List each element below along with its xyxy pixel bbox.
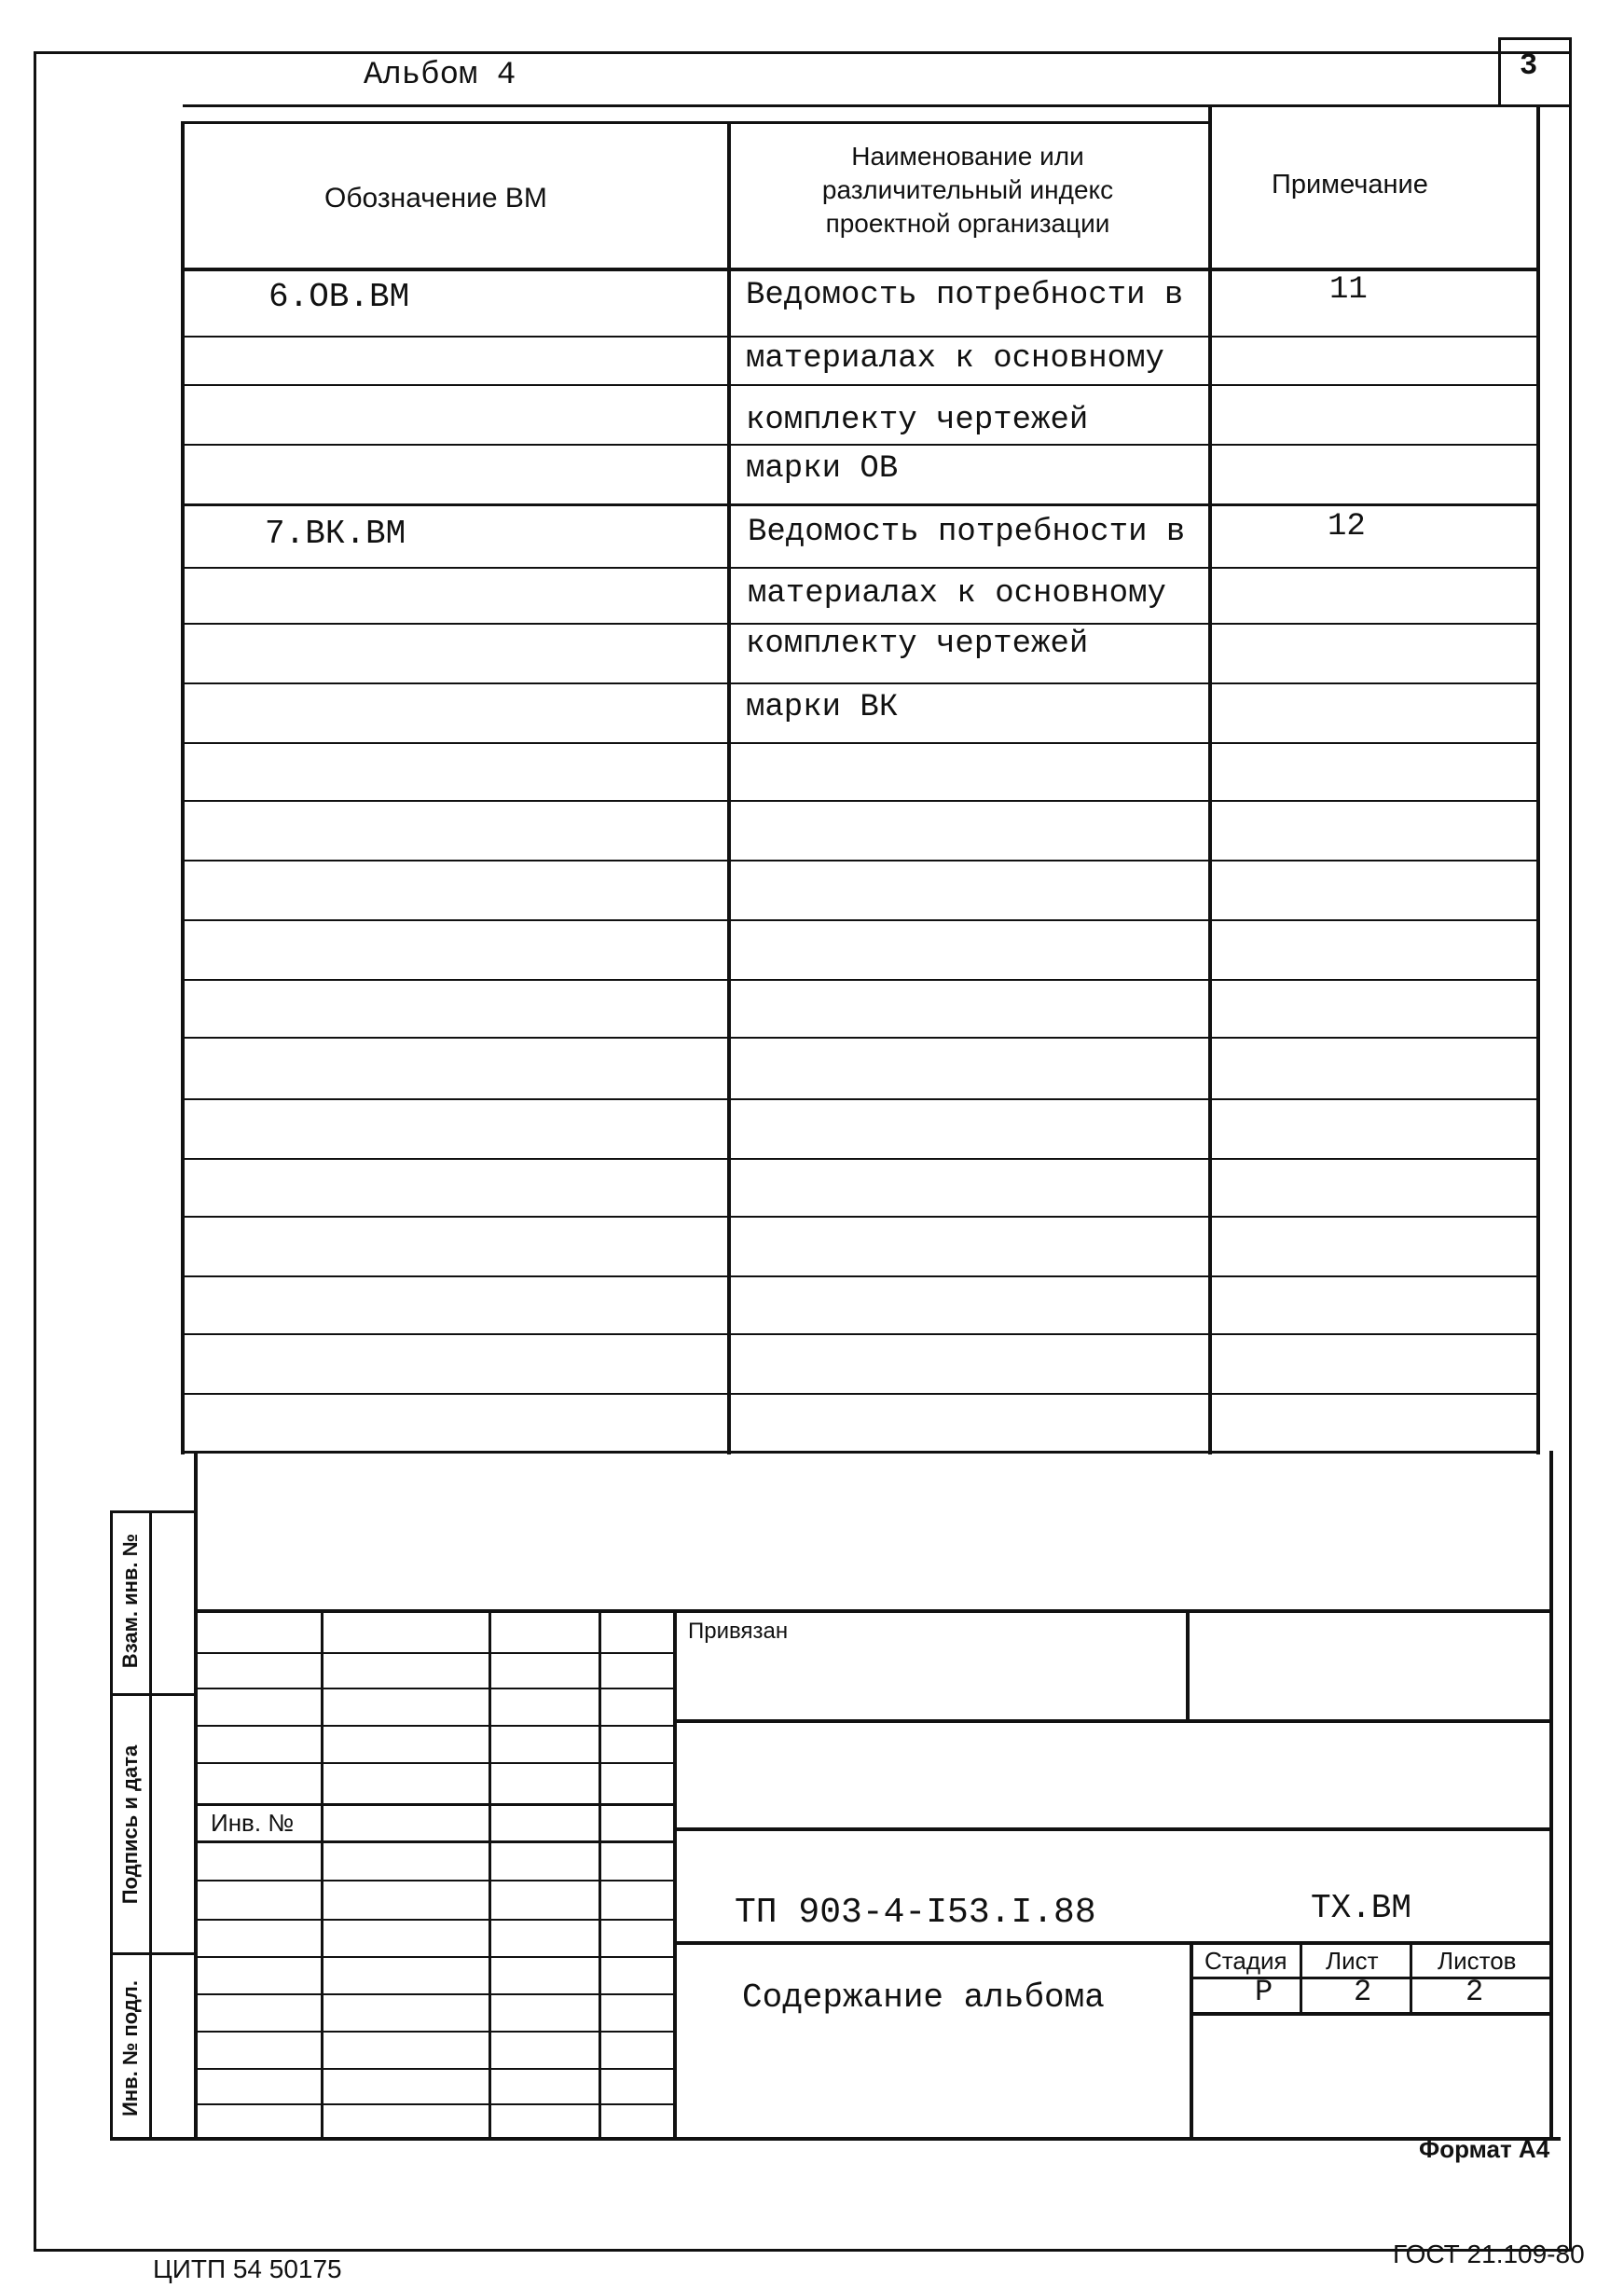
entry-1-name-line-2: материалах к основному [746, 341, 1164, 377]
entry-1-name-line-3: комплекту чертежей [746, 403, 1089, 438]
entry-2-note: 12 [1328, 509, 1366, 544]
document-code: ТП 903-4-I53.I.88 [735, 1893, 1096, 1933]
document-title: Содержание альбома [742, 1978, 1105, 2017]
entry-2-name-line-3: комплекту чертежей [746, 627, 1089, 662]
footer-gost: ГОСТ 21.109-80 [1393, 2240, 1585, 2268]
stage-value: Р [1255, 1975, 1273, 2009]
privyazan-label: Привязан [688, 1619, 789, 1644]
sheet-value: 2 [1354, 1975, 1372, 2009]
sheets-value: 2 [1466, 1975, 1484, 2009]
sheet-label: Лист [1326, 1947, 1379, 1975]
side-label-podpis-data: Подпись и дата [118, 1744, 142, 1905]
column-header-name: Наименование или различительный индекс проектной организации [821, 142, 1114, 238]
entry-1-note: 11 [1329, 272, 1368, 308]
side-label-inv-podl: Инв. № подл. [118, 1980, 142, 2116]
stage-label: Стадия [1204, 1947, 1287, 1975]
side-label-vzam-inv: Взам. инв. № [118, 1533, 142, 1669]
format-label: Формат А4 [1419, 2135, 1550, 2163]
entry-2-name-line-2: материалах к основному [748, 576, 1166, 612]
column-header-note: Примечание [1272, 170, 1428, 200]
entry-2-name-line-4: марки ВК [746, 690, 899, 725]
entry-1-name-line-1: Ведомость потребности в [746, 278, 1184, 313]
entry-1-designation: 6.ОВ.ВМ [268, 278, 410, 316]
entry-1-name-line-4: марки ОВ [746, 451, 899, 487]
inv-number-label: Инв. № [211, 1809, 295, 1837]
document-mark: ТХ.ВМ [1311, 1889, 1412, 1927]
footer-left-code: ЦИТП 54 50175 [153, 2254, 342, 2283]
entry-2-designation: 7.ВК.ВМ [265, 515, 406, 553]
column-header-designation: Обозначение ВМ [324, 183, 547, 214]
sheets-label: Листов [1438, 1947, 1517, 1975]
entry-2-name-line-1: Ведомость потребности в [748, 515, 1186, 550]
album-title: Альбом 4 [364, 58, 516, 93]
sheet-number: 3 [1520, 48, 1538, 83]
